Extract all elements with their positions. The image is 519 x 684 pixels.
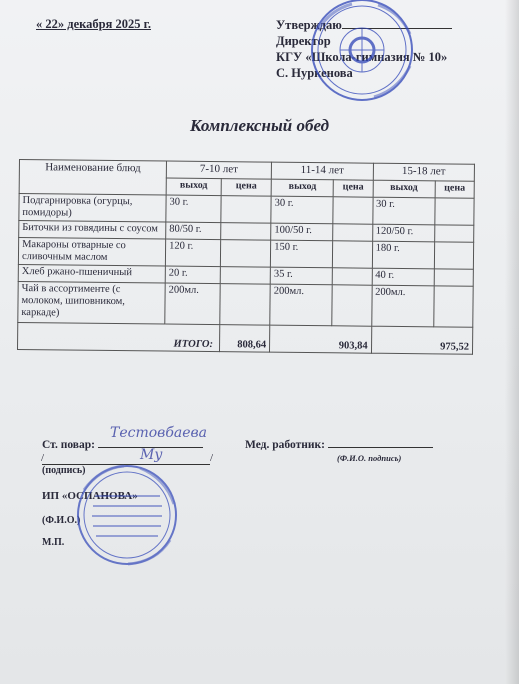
company-name: ИП «ОСПАНОВА» <box>42 490 138 502</box>
price-cell <box>221 223 271 241</box>
yield-cell: 30 г. <box>372 197 435 225</box>
dish-name: Макароны отварные со сливочным маслом <box>18 238 165 267</box>
group-header: 7-10 лет <box>166 161 271 179</box>
price-cell <box>434 225 473 242</box>
price-header: цена <box>221 179 271 197</box>
price-cell <box>333 224 372 241</box>
price-cell <box>220 267 270 285</box>
total-row <box>18 322 473 354</box>
yield-cell: 100/50 г. <box>271 223 333 241</box>
yield-cell: 200мл. <box>270 284 333 326</box>
yield-cell: 120/50 г. <box>372 224 434 242</box>
yield-header: выход <box>373 180 435 198</box>
price-header: цена <box>435 181 474 198</box>
group-header: 11-14 лет <box>271 162 373 180</box>
price-cell <box>435 198 474 225</box>
fio-caption: (Ф.И.О.) <box>42 515 81 526</box>
organization-name: КГУ «Школа-гимназия № 10» <box>276 50 448 64</box>
medic-sub-label: (Ф.И.О. подпись) <box>337 453 402 463</box>
yield-cell: 150 г. <box>271 240 334 268</box>
col-dish-header: Наименование блюд <box>19 160 166 196</box>
menu-table <box>17 159 475 355</box>
price-cell <box>434 269 473 286</box>
total-price: 903,84 <box>270 325 372 353</box>
price-cell <box>332 285 372 326</box>
approve-signature-line <box>342 18 452 29</box>
total-price: 975,52 <box>371 326 473 354</box>
cook-signature-line-2: / / <box>41 452 213 464</box>
yield-cell: 200мл. <box>371 285 434 327</box>
yield-cell: 120 г. <box>165 239 220 267</box>
yield-cell: 35 г. <box>270 267 332 285</box>
approval-block <box>276 17 452 81</box>
price-cell <box>333 241 372 268</box>
yield-cell: 20 г. <box>165 266 220 284</box>
yield-cell: 40 г. <box>372 268 434 286</box>
table-row <box>18 281 473 327</box>
group-header: 15-18 лет <box>373 163 475 181</box>
yield-cell: 200мл. <box>165 283 220 325</box>
yield-cell: 30 г. <box>166 195 221 223</box>
price-cell <box>221 196 271 224</box>
approve-label: Утверждаю <box>276 18 342 32</box>
total-label: ИТОГО: <box>18 322 220 351</box>
page-title: Комплексный обед <box>189 116 330 135</box>
document-date: « 22» декабря 2025 г. <box>36 17 151 31</box>
director-label: Директор <box>276 34 331 48</box>
total-price: 808,64 <box>219 325 269 353</box>
yield-cell: 30 г. <box>271 196 334 224</box>
seal-place: М.П. <box>42 537 65 548</box>
dish-name: Подгарнировка (огурцы, помидоры) <box>19 194 166 223</box>
cook-handwritten-name: Тестовбаева <box>110 425 207 441</box>
price-cell <box>220 284 271 326</box>
medic-signature <box>245 437 433 451</box>
dish-name: Биточки из говядины с соусом <box>19 221 166 240</box>
signature-caption: (подпись) <box>42 465 86 476</box>
cook-label: Ст. повар: <box>42 439 95 451</box>
director-name: С. Нуркенова <box>276 66 353 80</box>
dish-name: Чай в ассортименте (с молоком, шиповником, каркаде) <box>18 281 165 324</box>
price-header: цена <box>334 180 373 197</box>
yield-cell: 180 г. <box>372 241 435 269</box>
yield-header: выход <box>271 179 333 197</box>
medic-signature-line <box>328 437 433 448</box>
yield-header: выход <box>166 178 221 196</box>
price-cell <box>333 197 372 224</box>
price-cell <box>434 242 473 269</box>
price-cell <box>220 240 270 268</box>
yield-cell: 80/50 г. <box>166 222 221 240</box>
dish-name: Хлеб ржано-пшеничный <box>18 264 165 283</box>
price-cell <box>333 268 372 285</box>
approve-line <box>276 17 452 33</box>
price-cell <box>434 286 474 327</box>
medic-label: Мед. работник: <box>245 439 325 451</box>
page-edge-shadow <box>505 0 519 684</box>
cook-handwritten-signature: Му <box>140 447 163 463</box>
